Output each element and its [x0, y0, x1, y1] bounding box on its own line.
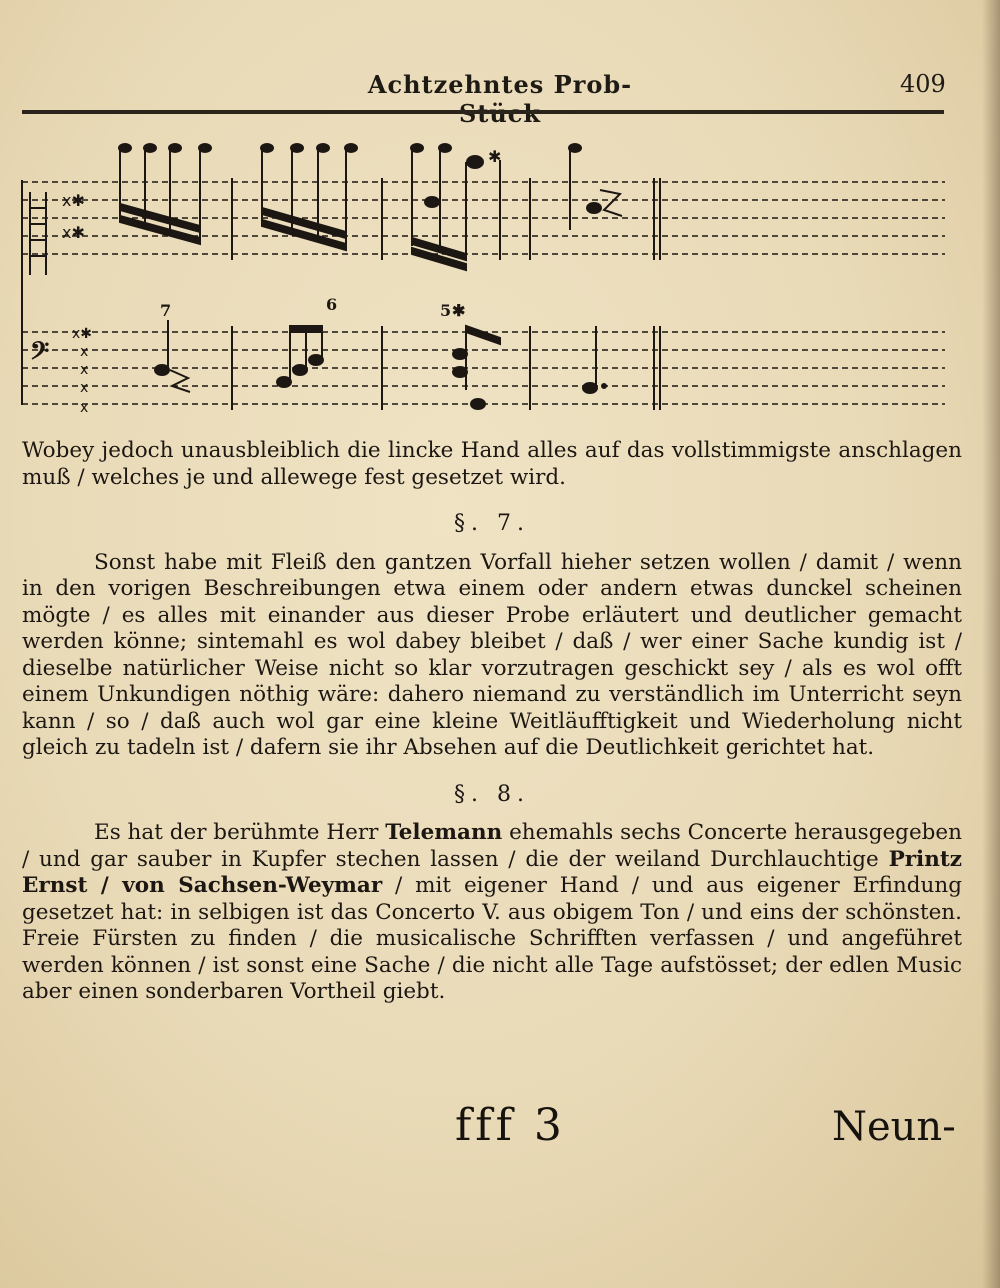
paragraph-3-part-a: Es hat der berühmte Herr [94, 820, 386, 845]
signature-mark: fff 3 [455, 1100, 566, 1151]
paragraph-3 [22, 820, 962, 1006]
name-prinz-ernst: Printz Ernst / von Sachsen-Weymar [22, 846, 962, 898]
catchword: Neun- [832, 1104, 956, 1150]
name-telemann: Telemann [385, 820, 503, 845]
section-8-heading: §. 8. [454, 781, 530, 807]
svg-text:x: x [80, 344, 89, 360]
clef-ladder [30, 192, 46, 275]
upper-notes [119, 144, 660, 270]
section-7-heading: §. 7. [454, 511, 530, 536]
paragraph-3-part-c: / mit eigener Hand / und aus eigener Erfindung gesetzet hat: in selbigen ist das Concerto V. aus obigem Ton / und eins der schönsten. Freie Fürsten zu finden / die musicalische Schrifften verfassen / und angeführet werden können / ist sonst eine Sache / die nicht alle Tage aufstösset; der edlen Music aber einen sonderbaren Vortheil giebt. [22, 873, 962, 1004]
music-notation [0, 120, 1000, 420]
upper-sharps [62, 191, 85, 242]
svg-text:𝄢: 𝄢 [30, 337, 50, 372]
lower-sharps [72, 326, 92, 416]
page-number: 409 [900, 70, 946, 98]
header-rule [22, 110, 944, 114]
svg-text:x: x [80, 400, 89, 416]
body-text [22, 438, 962, 1006]
svg-text:✱: ✱ [488, 147, 502, 166]
figure-sharp: ✱ [452, 301, 466, 320]
running-header: Achtzehntes Prob- [367, 70, 633, 99]
figure-5: 5 [440, 301, 452, 320]
figure-6: 6 [326, 295, 338, 314]
paragraph-1: Wobey jedoch unausbleiblich die lincke Hand alles auf das vollstimmigste anschlagen muß / welches je und allewege fest gesetzet wird. [22, 438, 962, 490]
lower-notes [155, 320, 660, 410]
figure-7: 7 [160, 301, 172, 320]
upper-sharp-mark [488, 147, 501, 166]
bass-clef [30, 337, 49, 372]
paragraph-2: Sonst habe mit Fleiß den gantzen Vorfall hieher setzen wollen / damit / wenn in den vorigen Beschreibungen etwa einem oder andern etwas dunckel scheinen mögte / es alles mit einander aus dieser Probe erläutert und deutlicher gemacht werden könne; sintemahl es wol dabey bleibet / daß / wer einer Sache kundig ist / dieselbe natürlicher Weise nicht so klar vorzutragen geschickt sey / als es wol offt einem Unkundigen nöthig wäre: dahero niemand zu verständlich im Unterricht seyn kann / so / daß auch wol gar eine kleine Weitläufftigkeit und Wiederholung nicht gleich zu tadeln ist / dafern sie ihr Absehen auf die Deutlichkeit gerichtet hat. [22, 549, 962, 760]
svg-text:x✱: x✱ [62, 191, 85, 210]
svg-text:x✱: x✱ [72, 326, 93, 342]
paragraph-3-part-b: ehemahls sechs Concerte herausgegeben / und gar sauber in Kupfer stechen lassen / die der weiland Durchlauchtige [22, 820, 963, 872]
svg-text:x: x [80, 380, 89, 396]
svg-text:x✱: x✱ [62, 223, 85, 242]
svg-text:x: x [80, 362, 89, 378]
